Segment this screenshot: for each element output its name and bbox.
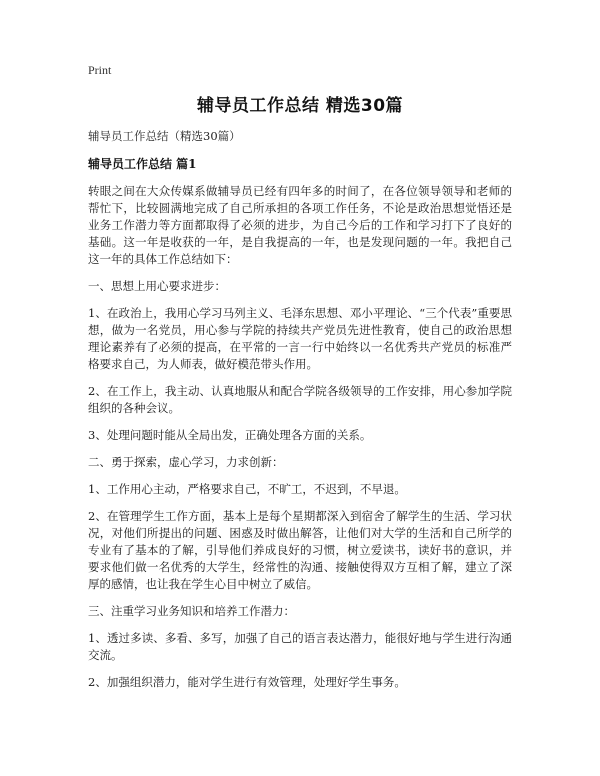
heading-thought-progress: 一、思想上用心要求进步： <box>88 279 226 293</box>
paragraph-work: 2、在工作上，我主动、认真地服从和配合学院各级领导的工作安排，用心参加学院组织的各种会议。 <box>88 384 512 415</box>
section-heading: 辅导员工作总结 篇1 <box>88 157 197 171</box>
paragraph-communication: 1、透过多读、多看、多写，加强了自己的语言表达潜力，能很好地与学生进行沟通交流。 <box>88 631 512 662</box>
paragraph-politics: 1、在政治上，我用心学习马列主义、毛泽东思想、邓小平理论、“三个代表”重要思想，做为一名党员，用心参与学院的持续共产党员先进性教育，使自己的政治思想理论素养有了必须的提高，在平常的一言一行中始终以一名优秀共产党员的标准严格要求自己，为人师表，做好模范带头作用。 <box>88 306 512 371</box>
heading-explore-learn: 二、勇于探索，虚心学习，力求创新： <box>88 455 284 469</box>
paragraph-problem-handling: 3、处理问题时能从全局出发，正确处理各方面的关系。 <box>88 428 372 442</box>
paragraph-student-management: 2、在管理学生工作方面，基本上是每个星期都深入到宿舍了解学生的生活、学习状况，对他们所提出的问题、困惑及时做出解答，让他们对大学的生活和自己所学的专业有了基本的了解，引导他们养成良好的习惯，树立爱读书，读好书的意识，并要求他们做一名优秀的大学生，经常性的沟通、接触使得双方互相了解，建立了深厚的感情，也让我在学生心目中树立了威信。 <box>88 509 512 591</box>
heading-business-knowledge: 三、注重学习业务知识和培养工作潜力： <box>88 604 295 618</box>
paragraph-discipline: 1、工作用心主动，严格要求自己，不旷工，不迟到，不早退。 <box>88 482 406 496</box>
print-link[interactable]: Print <box>88 63 112 77</box>
subtitle: 辅导员工作总结（精选30篇） <box>88 129 241 143</box>
paragraph-organization: 2、加强组织潜力，能对学生进行有效管理，处理好学生事务。 <box>88 675 406 689</box>
paragraph-intro: 转眼之间在大众传媒系做辅导员已经有四年多的时间了，在各位领导领导和老师的帮忙下，比较圆满地完成了自己所承担的各项工作任务，不论是政治思想觉悟还是业务工作潜力等方面都取得了必须的进步，为自己今后的工作和学习打下了良好的基础。这一年是收获的一年，是自我提高的一年，也是发现问题的一年。我把自己这一年的具体工作总结如下： <box>88 184 512 266</box>
page-title: 辅导员工作总结 精选30篇 <box>196 96 404 116</box>
